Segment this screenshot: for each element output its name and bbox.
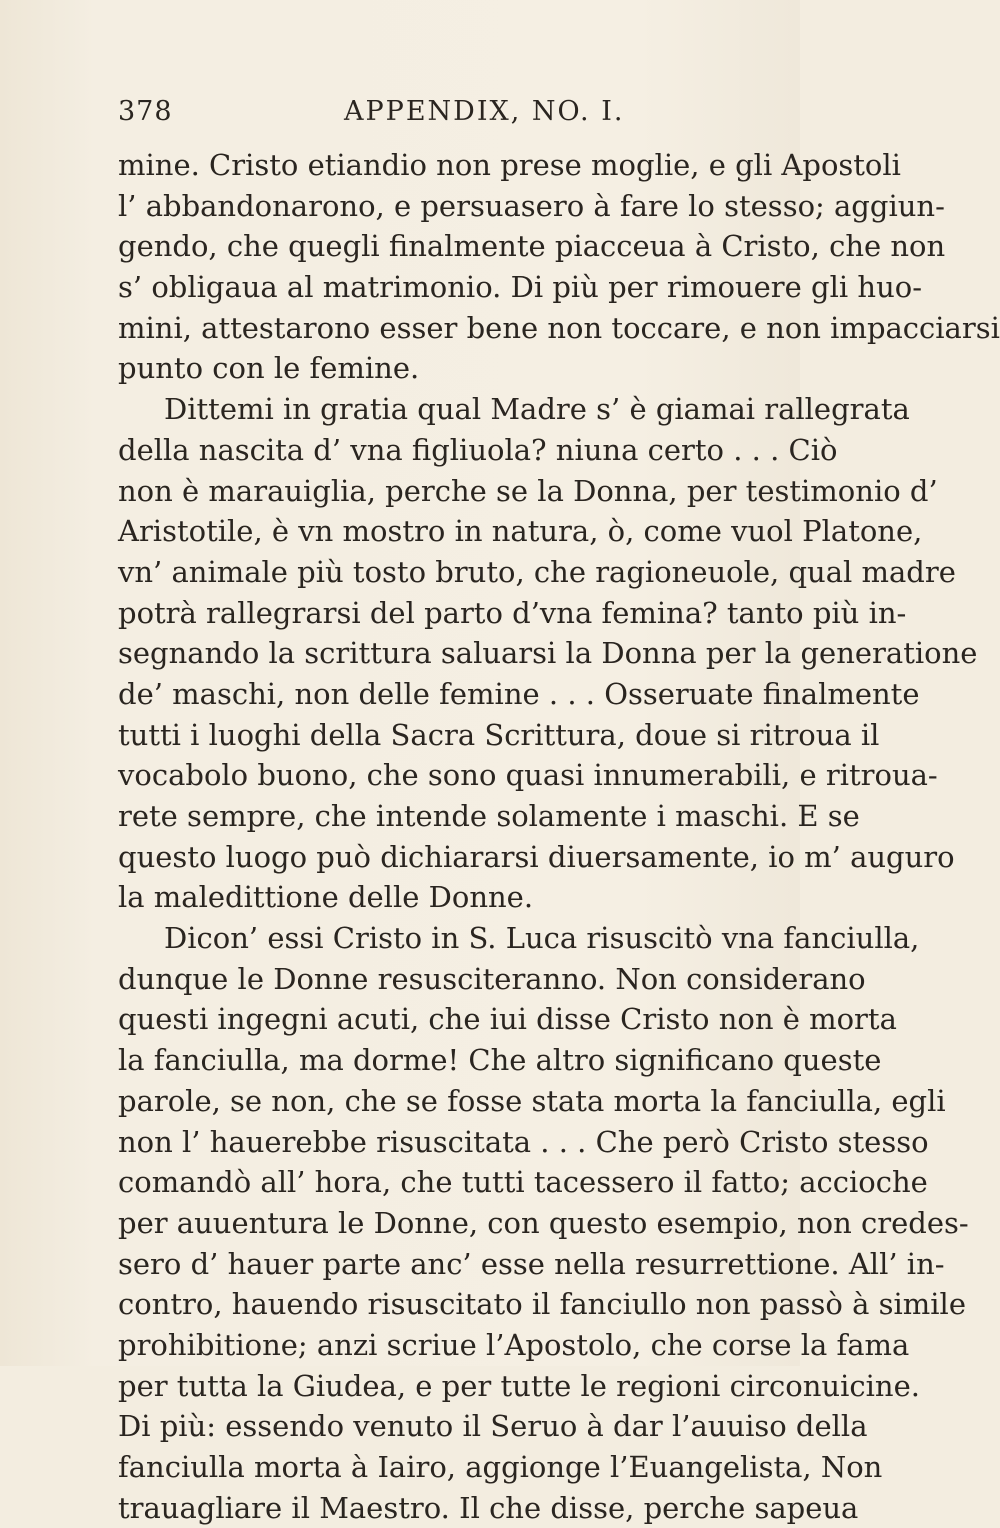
text-line: fanciulla morta à Iairo, aggionge l’Euangelista, Non [118, 1450, 883, 1484]
text-line: non l’ hauerebbe risuscitata . . . Che però Cristo stesso [118, 1124, 929, 1159]
text-line: gendo, che quegli finalmente piacceua à Cristo, che non [118, 229, 946, 264]
text-line: dunque le Donne resusciteranno. Non considerano [118, 961, 866, 996]
text-line: potrà rallegrarsi del parto d’vna femina? tanto più in- [118, 595, 907, 630]
text-line: per auuentura le Donne, con questo esempio, non credes- [118, 1205, 969, 1240]
text-line: per tutta la Giudea, e per tutte le regioni circonuicine. [118, 1368, 920, 1403]
text-line: questi ingegni acuti, che iui disse Cristo non è morta [118, 1002, 897, 1037]
text-line: tutti i luoghi della Sacra Scrittura, doue si ritroua il [118, 717, 880, 752]
text-line: parole, se non, che se fosse stata morta la fanciulla, egli [118, 1083, 946, 1118]
text-line: l’ abbandonarono, e persuasero à fare lo stesso; aggiun- [118, 188, 945, 223]
text-line: non è marauiglia, perche se la Donna, per testimonio d’ [118, 473, 938, 508]
text-line: vocabolo buono, che sono quasi innumerabili, e ritroua- [118, 758, 938, 793]
text-line: questo luogo può dichiararsi diuersamente, io m’ auguro [118, 839, 955, 874]
running-head: APPENDIX, NO. I. [344, 96, 625, 127]
text-line: Dicon’ essi Cristo in S. Luca risuscitò vna fanciulla, [164, 921, 920, 956]
text-line: Aristotile, è vn mostro in natura, ò, come vuol Platone, [118, 514, 923, 549]
text-line: vn’ animale più tosto bruto, che ragioneuole, qual madre [118, 554, 956, 589]
text-line: della nascita d’ vna figliuola? niuna certo . . . Ciò [118, 432, 838, 467]
text-line: Di più: essendo venuto il Seruo à dar l’auuiso della [118, 1409, 868, 1444]
text-line: de’ maschi, non delle femine . . . Osseruate finalmente [118, 676, 920, 711]
text-line: mine. Cristo etiandio non prese moglie, e gli Apostoli [118, 148, 901, 182]
text-line: punto con le femine. [118, 351, 420, 386]
text-line: contro, hauendo risuscitato il fanciullo non passò à simile [118, 1287, 966, 1322]
text-line: trauagliare il Maestro. Il che disse, perche sapeua [118, 1490, 859, 1525]
text-line: rete sempre, che intende solamente i maschi. E se [118, 799, 860, 833]
page-number: 378 [118, 96, 173, 127]
text-line: la fanciulla, ma dorme! Che altro significano queste [118, 1043, 882, 1078]
text-line: sero d’ hauer parte anc’ esse nella resurrettione. All’ in- [118, 1246, 945, 1281]
text-line: s’ obligaua al matrimonio. Di più per rimouere gli huo- [118, 270, 922, 305]
text-line: mini, attestarono esser bene non toccare, e non impacciarsi [118, 310, 1000, 345]
text-line: prohibitione; anzi scriue l’Apostolo, che corse la fama [118, 1327, 910, 1362]
text-line: segnando la scrittura saluarsi la Donna per la generatione [118, 636, 978, 671]
text-line: comandò all’ hora, che tutti tacessero il fatto; accioche [118, 1165, 928, 1200]
body-text [118, 145, 1000, 1528]
text-line: Dittemi in gratia qual Madre s’ è giamai rallegrata [164, 392, 910, 427]
page-header [118, 96, 758, 132]
text-line: la maledittione delle Donne. [118, 880, 534, 915]
